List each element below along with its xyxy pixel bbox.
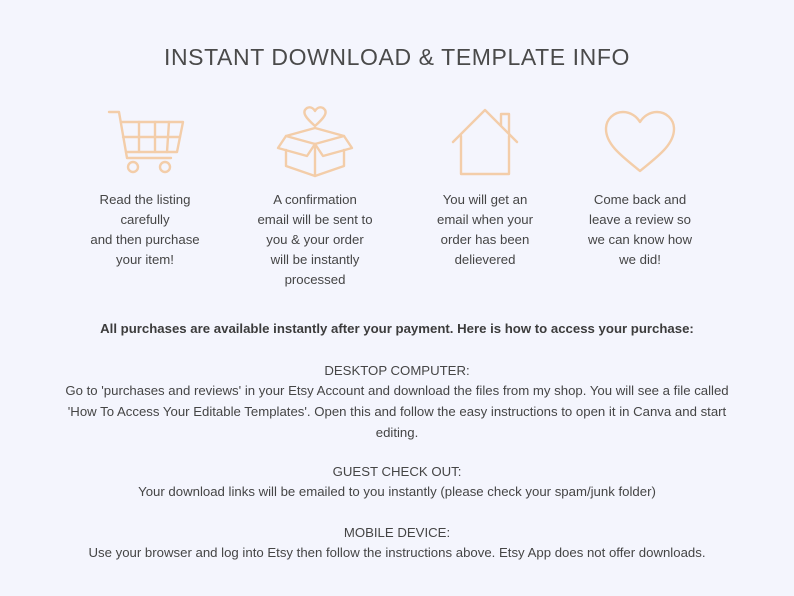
- desktop-heading: DESKTOP COMPUTER:: [324, 363, 470, 378]
- step-caption: Read the listing carefully and then purchase your item!: [90, 192, 200, 267]
- guest-body: Your download links will be emailed to you instantly (please check your spam/junk folder): [138, 484, 656, 499]
- heart-icon: [603, 109, 677, 175]
- desktop-body: Go to 'purchases and reviews' in your Etsy Account and download the files from my shop. You will see a file called 'How To Access Your Editable Templates'. Open this and follow the easy instructions to open it in Canva and start editing.: [65, 383, 729, 440]
- mobile-heading: MOBILE DEVICE:: [343, 525, 451, 540]
- step-caption: A confirmation email will be sent to you & your order will be instantly processed: [257, 192, 373, 287]
- page-title: INSTANT DOWNLOAD & TEMPLATE INFO: [163, 44, 631, 70]
- step-caption: Come back and leave a review so we can know how we did!: [587, 192, 693, 267]
- step-review: [565, 104, 715, 270]
- guest-heading: GUEST CHECK OUT:: [332, 464, 462, 479]
- shopping-cart-icon: [103, 106, 187, 178]
- step-read-listing: [70, 104, 220, 270]
- step-caption: You will get an email when your order has been delievered: [436, 192, 534, 267]
- mobile-body: Use your browser and log into Etsy then follow the instructions above. Etsy App does not offer downloads.: [88, 545, 706, 560]
- step-delivered: [410, 104, 560, 270]
- step-confirmation: [240, 104, 390, 290]
- intro-text: All purchases are available instantly after your payment. Here is how to access your purchase:: [100, 321, 694, 336]
- house-icon: [449, 106, 521, 178]
- gift-box-heart-icon: [276, 106, 354, 178]
